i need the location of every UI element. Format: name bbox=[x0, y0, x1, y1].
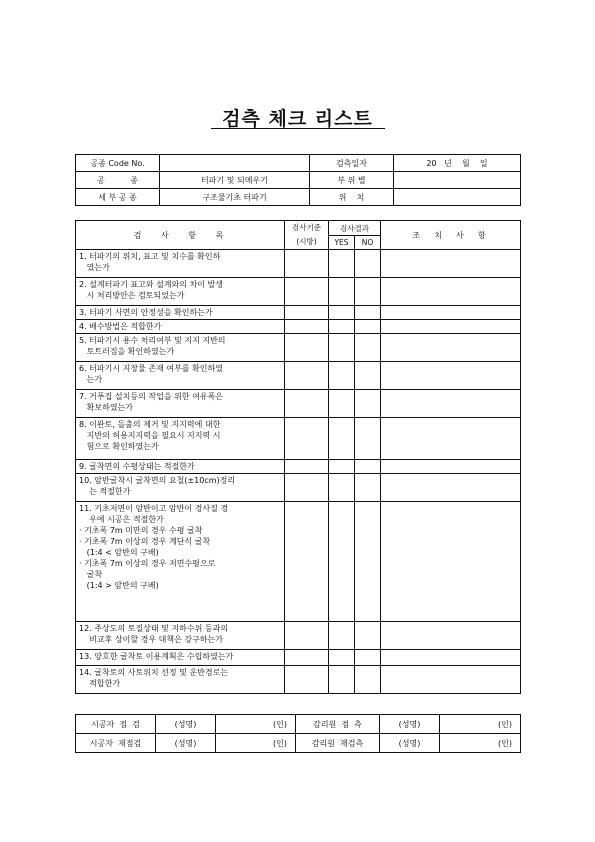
yes-cell[interactable] bbox=[329, 250, 355, 278]
action-cell[interactable] bbox=[381, 390, 521, 418]
yes-cell[interactable] bbox=[329, 306, 355, 320]
yes-cell[interactable] bbox=[329, 390, 355, 418]
yes-cell[interactable] bbox=[329, 278, 355, 306]
document-title: 검측 체크 리스트 bbox=[222, 108, 373, 130]
checklist-item-text: 14. 굴착토의 사토위치 선정 및 운반경로는 적합한가 bbox=[76, 666, 285, 694]
part-value[interactable] bbox=[394, 172, 521, 189]
date-label: 검측일자 bbox=[310, 155, 394, 172]
title-underline bbox=[211, 128, 385, 129]
action-cell[interactable] bbox=[381, 502, 521, 622]
yes-cell[interactable] bbox=[329, 418, 355, 460]
no-cell[interactable] bbox=[355, 278, 381, 306]
yes-cell[interactable] bbox=[329, 474, 355, 502]
action-cell[interactable] bbox=[381, 250, 521, 278]
contractor-recheck-name[interactable]: (성명) bbox=[156, 734, 216, 753]
date-value[interactable]: 20 년 월 일 bbox=[394, 155, 521, 172]
work-value[interactable]: 터파기 및 되메우기 bbox=[160, 172, 310, 189]
checklist-item-text: 13. 양호한 굴착토 이용계획은 수립하였는가 bbox=[76, 650, 285, 666]
info-table bbox=[75, 154, 521, 206]
checklist-row bbox=[76, 502, 521, 622]
no-cell[interactable] bbox=[355, 460, 381, 474]
no-header: NO bbox=[355, 236, 381, 250]
checklist-item-text: 10. 암반굴착시 굴착면의 요철(±10cm)정리 는 적절한가 bbox=[76, 474, 285, 502]
no-cell[interactable] bbox=[355, 666, 381, 694]
signature-table bbox=[75, 714, 521, 753]
yes-cell[interactable] bbox=[329, 334, 355, 362]
checklist-row bbox=[76, 622, 521, 650]
checklist-item-text: 4. 배수방법은 적합한가 bbox=[76, 320, 285, 334]
checklist-item-text: 6. 터파기시 지장물 존재 여부를 확인하였 는가 bbox=[76, 362, 285, 390]
checklist-item-text: 9. 굴착면의 수평상태는 적절한가 bbox=[76, 460, 285, 474]
yes-cell[interactable] bbox=[329, 502, 355, 622]
standard-cell[interactable] bbox=[285, 390, 329, 418]
yes-cell[interactable] bbox=[329, 362, 355, 390]
standard-cell[interactable] bbox=[285, 320, 329, 334]
no-cell[interactable] bbox=[355, 418, 381, 460]
standard-cell[interactable] bbox=[285, 650, 329, 666]
supervisor-recheck-seal[interactable]: (인) bbox=[440, 734, 521, 753]
standard-cell[interactable] bbox=[285, 306, 329, 320]
action-cell[interactable] bbox=[381, 474, 521, 502]
no-cell[interactable] bbox=[355, 502, 381, 622]
contractor-check-label: 시공자 점 검 bbox=[76, 715, 156, 734]
checklist-row bbox=[76, 390, 521, 418]
standard-cell[interactable] bbox=[285, 334, 329, 362]
standard-cell[interactable] bbox=[285, 474, 329, 502]
action-cell[interactable] bbox=[381, 334, 521, 362]
action-cell[interactable] bbox=[381, 666, 521, 694]
checklist-item-text: 3. 터파기 사면의 안정성을 확인하는가 bbox=[76, 306, 285, 320]
checklist-item-text: 5. 터파기시 용수 처리여부 및 지지 지반의 토트러짐을 확인하였는가 bbox=[76, 334, 285, 362]
location-value[interactable] bbox=[394, 189, 521, 206]
standard-cell[interactable] bbox=[285, 460, 329, 474]
supervisor-recheck-label: 감리원 재검측 bbox=[296, 734, 380, 753]
no-cell[interactable] bbox=[355, 362, 381, 390]
checklist-row bbox=[76, 666, 521, 694]
no-cell[interactable] bbox=[355, 334, 381, 362]
standard-header: 검사기준 (시방) bbox=[285, 221, 329, 250]
standard-cell[interactable] bbox=[285, 362, 329, 390]
action-cell[interactable] bbox=[381, 460, 521, 474]
no-cell[interactable] bbox=[355, 622, 381, 650]
action-cell[interactable] bbox=[381, 278, 521, 306]
checklist-row bbox=[76, 362, 521, 390]
action-cell[interactable] bbox=[381, 418, 521, 460]
code-value[interactable] bbox=[160, 155, 310, 172]
standard-cell[interactable] bbox=[285, 502, 329, 622]
part-label: 부 위 별 bbox=[310, 172, 394, 189]
checklist-row bbox=[76, 320, 521, 334]
work-label: 공 종 bbox=[76, 172, 160, 189]
location-label: 위 치 bbox=[310, 189, 394, 206]
standard-cell[interactable] bbox=[285, 278, 329, 306]
supervisor-check-seal[interactable]: (인) bbox=[440, 715, 521, 734]
checklist-row bbox=[76, 460, 521, 474]
action-cell[interactable] bbox=[381, 622, 521, 650]
standard-cell[interactable] bbox=[285, 418, 329, 460]
yes-cell[interactable] bbox=[329, 666, 355, 694]
yes-cell[interactable] bbox=[329, 622, 355, 650]
checklist-item-text: 2. 설계터파기 표고와 설계와의 차이 발생 시 처리방안은 검토되었는가 bbox=[76, 278, 285, 306]
action-cell[interactable] bbox=[381, 650, 521, 666]
contractor-check-name[interactable]: (성명) bbox=[156, 715, 216, 734]
contractor-recheck-seal[interactable]: (인) bbox=[216, 734, 296, 753]
checklist-item-text: 11. 기초저면이 암반이고 암반이 경사질 경 우에 시공은 적절한가 · 기초폭 7m 미만의 경우 수평 굴착 · 기초폭 7m 이상의 경우 계단식 굴착 (1:4 < 암반의 구배) · 기초폭 7m 이상의 경우 저면수평으로 굴착 (1:4 > 암반의 구배) bbox=[76, 502, 285, 622]
no-cell[interactable] bbox=[355, 306, 381, 320]
items-header: 검 사 항 목 bbox=[76, 221, 285, 250]
detail-value[interactable]: 구조물기초 터파기 bbox=[160, 189, 310, 206]
standard-cell[interactable] bbox=[285, 666, 329, 694]
no-cell[interactable] bbox=[355, 390, 381, 418]
checklist-row bbox=[76, 334, 521, 362]
checklist-item-text: 1. 터파기의 위치, 표고 및 치수를 확인하 였는가 bbox=[76, 250, 285, 278]
checklist-item-text: 7. 거푸집 설치등의 작업을 위한 여유폭은 확보하였는가 bbox=[76, 390, 285, 418]
no-cell[interactable] bbox=[355, 650, 381, 666]
no-cell[interactable] bbox=[355, 474, 381, 502]
yes-cell[interactable] bbox=[329, 650, 355, 666]
supervisor-check-label: 감리원 점 측 bbox=[296, 715, 380, 734]
yes-cell[interactable] bbox=[329, 460, 355, 474]
supervisor-recheck-name[interactable]: (성명) bbox=[380, 734, 440, 753]
contractor-recheck-label: 시공자 재점검 bbox=[76, 734, 156, 753]
contractor-check-seal[interactable]: (인) bbox=[216, 715, 296, 734]
standard-cell[interactable] bbox=[285, 250, 329, 278]
supervisor-check-name[interactable]: (성명) bbox=[380, 715, 440, 734]
action-header: 조 치 사 항 bbox=[381, 221, 521, 250]
checklist-row bbox=[76, 306, 521, 320]
checklist-row bbox=[76, 650, 521, 666]
yes-cell[interactable] bbox=[329, 320, 355, 334]
detail-label: 세 부 공 종 bbox=[76, 189, 160, 206]
checklist-row bbox=[76, 474, 521, 502]
checklist-row bbox=[76, 250, 521, 278]
checklist-row bbox=[76, 278, 521, 306]
result-header: 검사결과 bbox=[329, 221, 381, 236]
checklist-row bbox=[76, 418, 521, 460]
action-cell[interactable] bbox=[381, 306, 521, 320]
no-cell[interactable] bbox=[355, 320, 381, 334]
standard-cell[interactable] bbox=[285, 622, 329, 650]
checklist-item-text: 12. 주상도의 토질상태 및 지하수위 등과의 비교후 상이할 경우 대책은 강구하는가 bbox=[76, 622, 285, 650]
checklist-table bbox=[75, 220, 521, 694]
yes-header: YES bbox=[329, 236, 355, 250]
action-cell[interactable] bbox=[381, 362, 521, 390]
no-cell[interactable] bbox=[355, 250, 381, 278]
checklist-item-text: 8. 이완토, 돌출의 제거 및 지지력에 대한 지반의 허용지지력을 필요시 지지력 시 험으로 확인하였는가 bbox=[76, 418, 285, 460]
code-label: 공종 Code No. bbox=[76, 155, 160, 172]
action-cell[interactable] bbox=[381, 320, 521, 334]
